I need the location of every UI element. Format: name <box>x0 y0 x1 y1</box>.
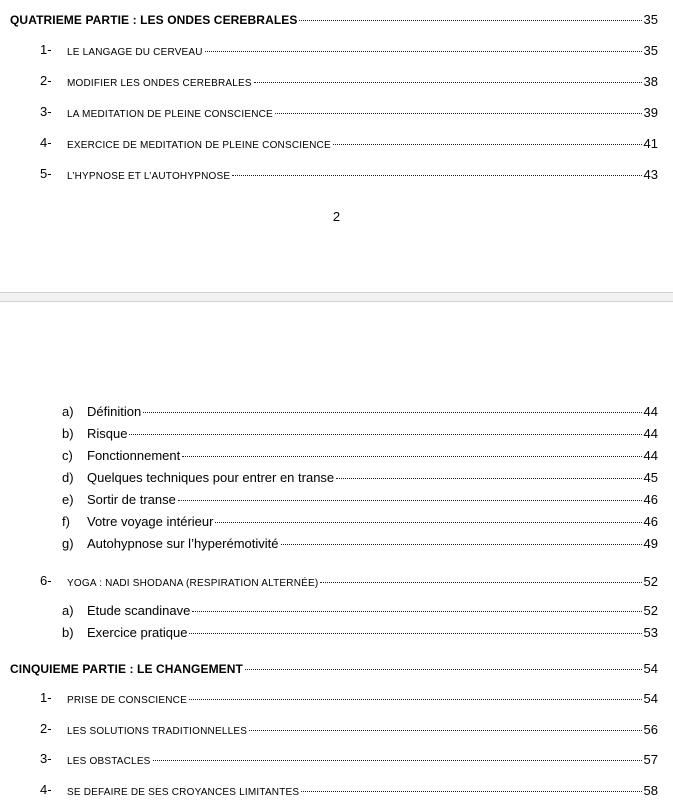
dot-leader <box>333 143 642 145</box>
toc-subitem[interactable] <box>87 448 658 463</box>
toc-subitem-label: Sortir de transe <box>87 492 176 507</box>
toc-item-label: SE DEFAIRE DE SES CROYANCES LIMITANTES <box>67 787 300 798</box>
toc-subitem[interactable] <box>87 603 658 618</box>
toc-part-title: QUATRIEME PARTIE : LES ONDES CEREBRALES <box>10 13 298 27</box>
toc-item-label: EXERCICE DE MEDITATION DE PLEINE CONSCIENCE <box>67 140 331 151</box>
toc-subitem-letter: d) <box>62 470 74 485</box>
toc-item-number: 6- <box>40 573 52 588</box>
dot-leader <box>178 499 642 501</box>
toc-subitem-label: Votre voyage intérieur <box>87 514 214 529</box>
toc-page-number: 57 <box>643 752 658 767</box>
toc-subitem[interactable] <box>87 514 658 529</box>
toc-item-number: 4- <box>40 135 52 150</box>
toc-page-number: 39 <box>643 105 658 120</box>
dot-leader <box>281 543 642 545</box>
toc-item[interactable] <box>67 43 658 58</box>
toc-page-number: 46 <box>643 514 658 529</box>
dot-leader <box>245 668 642 670</box>
toc-page-number: 54 <box>643 661 658 676</box>
toc-item-number: 2- <box>40 73 52 88</box>
toc-subitem-letter: f) <box>62 514 70 529</box>
dot-leader <box>189 698 642 700</box>
dot-leader <box>153 759 642 761</box>
toc-page-number: 58 <box>643 783 658 798</box>
dot-leader <box>254 81 642 83</box>
toc-item[interactable] <box>67 752 658 767</box>
toc-page-number: 52 <box>643 603 658 618</box>
toc-page-number: 38 <box>643 74 658 89</box>
dot-leader <box>301 790 641 792</box>
toc-subitem-label: Etude scandinave <box>87 603 191 618</box>
dot-leader <box>182 455 641 457</box>
toc-page-number: 35 <box>643 43 658 58</box>
toc-subitem-label: Définition <box>87 404 142 419</box>
toc-item-number: 1- <box>40 42 52 57</box>
toc-subitem[interactable] <box>87 404 658 419</box>
toc-subitem-letter: c) <box>62 448 73 463</box>
dot-leader <box>205 50 642 52</box>
dot-leader <box>189 632 641 634</box>
dot-leader <box>192 610 641 612</box>
toc-item-number: 2- <box>40 721 52 736</box>
dot-leader <box>249 729 641 731</box>
toc-page-number: 53 <box>643 625 658 640</box>
toc-subitem-letter: e) <box>62 492 74 507</box>
toc-item-label: LE LANGAGE DU CERVEAU <box>67 47 203 58</box>
toc-page-number: 52 <box>643 574 658 589</box>
page-separator <box>0 292 673 302</box>
toc-subitem[interactable] <box>87 625 658 640</box>
toc-item-number: 3- <box>40 751 52 766</box>
dot-leader <box>232 174 641 176</box>
dot-leader <box>143 411 641 413</box>
toc-item-label: LA MEDITATION DE PLEINE CONSCIENCE <box>67 109 273 120</box>
toc-page-number: 45 <box>643 470 658 485</box>
toc-subitem-letter: b) <box>62 426 74 441</box>
toc-page-number: 44 <box>643 448 658 463</box>
toc-item-label: LES OBSTACLES <box>67 756 151 767</box>
toc-part-title: CINQUIEME PARTIE : LE CHANGEMENT <box>10 662 243 676</box>
toc-subitem-letter: b) <box>62 625 74 640</box>
toc-subitem[interactable] <box>87 470 658 485</box>
dot-leader <box>320 581 641 583</box>
toc-item[interactable] <box>67 722 658 737</box>
toc-page-number: 49 <box>643 536 658 551</box>
toc-subitem[interactable] <box>87 536 658 551</box>
toc-page-number: 56 <box>643 722 658 737</box>
toc-item-label: YOGA : NADI SHODANA (RESPIRATION ALTERNÉE) <box>67 578 319 589</box>
toc-item-label: MODIFIER LES ONDES CEREBRALES <box>67 78 252 89</box>
toc-page-number: 35 <box>643 12 658 27</box>
toc-subitem-label: Quelques techniques pour entrer en transe <box>87 470 335 485</box>
toc-subitem[interactable] <box>87 426 658 441</box>
toc-page-number: 54 <box>643 691 658 706</box>
toc-item-label: LES SOLUTIONS TRADITIONNELLES <box>67 726 248 737</box>
toc-item[interactable] <box>67 783 658 798</box>
toc-subitem-label: Fonctionnement <box>87 448 181 463</box>
toc-subitem-letter: a) <box>62 404 74 419</box>
toc-item[interactable] <box>67 574 658 589</box>
toc-subitem-label: Autohypnose sur l’hyperémotivité <box>87 536 279 551</box>
toc-item-label: L’HYPNOSE ET L’AUTOHYPNOSE <box>67 171 231 182</box>
dot-leader <box>275 112 642 114</box>
toc-page-number: 41 <box>643 136 658 151</box>
toc-part-5[interactable] <box>10 661 658 676</box>
toc-item[interactable] <box>67 105 658 120</box>
toc-page-number: 43 <box>643 167 658 182</box>
toc-subitem-letter: g) <box>62 536 74 551</box>
toc-item-number: 3- <box>40 104 52 119</box>
dot-leader <box>129 433 641 435</box>
toc-subitem-label: Exercice pratique <box>87 625 188 640</box>
toc-item-number: 1- <box>40 690 52 705</box>
toc-subitem-label: Risque <box>87 426 128 441</box>
toc-page-number: 46 <box>643 492 658 507</box>
toc-item-label: PRISE DE CONSCIENCE <box>67 695 187 706</box>
dot-leader <box>299 19 641 21</box>
toc-item[interactable] <box>67 136 658 151</box>
page-number: 2 <box>332 209 341 224</box>
toc-subitem-letter: a) <box>62 603 74 618</box>
dot-leader <box>215 521 641 523</box>
toc-item-number: 5- <box>40 166 52 181</box>
toc-page-number: 44 <box>643 426 658 441</box>
toc-subitem[interactable] <box>87 492 658 507</box>
toc-item[interactable] <box>67 167 658 182</box>
toc-part-4[interactable] <box>10 12 658 27</box>
toc-item[interactable] <box>67 74 658 89</box>
toc-page-number: 44 <box>643 404 658 419</box>
toc-item[interactable] <box>67 691 658 706</box>
dot-leader <box>336 477 641 479</box>
toc-item-number: 4- <box>40 782 52 797</box>
